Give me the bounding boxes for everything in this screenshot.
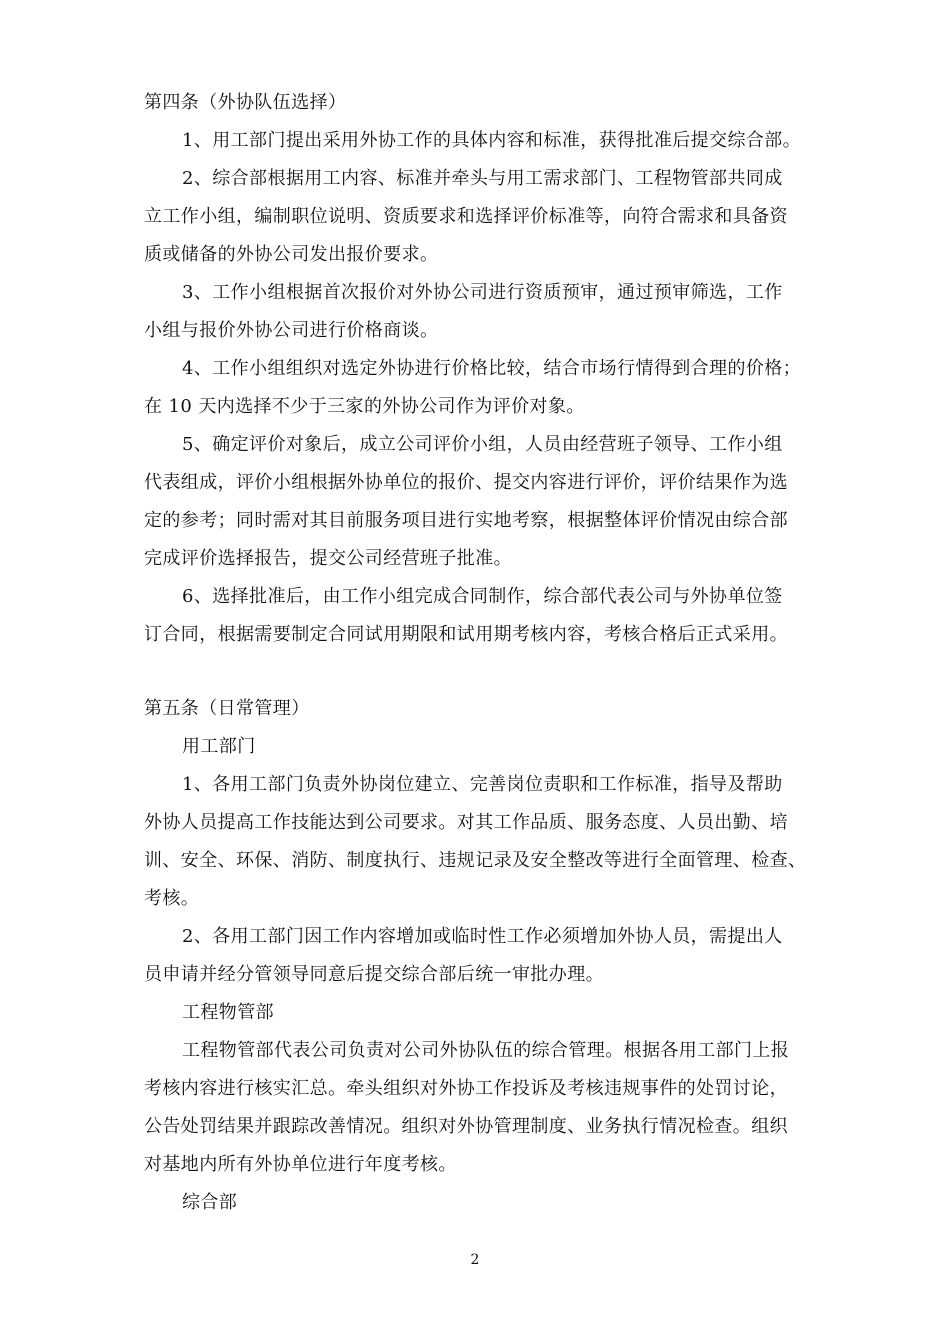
section5-heading: 第五条（日常管理） xyxy=(144,698,310,719)
section4-item5-line2: 代表组成，评价小组根据外协单位的报价、提交内容进行评价，评价结果作为选 xyxy=(144,472,788,493)
engineering-para-line1: 工程物管部代表公司负责对公司外协队伍的综合管理。根据各用工部门上报 xyxy=(182,1040,790,1061)
section5-item1-line1: 1、各用工部门负责外协岗位建立、完善岗位责职和工作标准，指导及帮助 xyxy=(182,774,783,795)
section4-heading: 第四条（外协队伍选择） xyxy=(144,92,347,113)
section4-item6-line1: 6、选择批准后，由工作小组完成合同制作，综合部代表公司与外协单位签 xyxy=(182,586,783,607)
section-spacer xyxy=(144,654,808,690)
section5-item1-line3: 训、安全、环保、消防、制度执行、违规记录及安全整改等进行全面管理、检查、 xyxy=(144,850,807,871)
section4-item2-line2: 立工作小组，编制职位说明、资质要求和选择评价标准等，向符合需求和具备资 xyxy=(144,206,788,227)
section5-item2-line2: 员申请并经分管领导同意后提交综合部后统一审批办理。 xyxy=(144,964,604,985)
section4-item1-line1: 1、用工部门提出采用外协工作的具体内容和标准，获得批准后提交综合部。 xyxy=(182,130,802,151)
section5-item2-line1: 2、各用工部门因工作内容增加或临时性工作必须增加外协人员，需提出人 xyxy=(182,926,783,947)
section4-item2-line3: 质或储备的外协公司发出报价要求。 xyxy=(144,244,439,265)
section4-item3-line1: 3、工作小组根据首次报价对外协公司进行资质预审，通过预审筛选，工作 xyxy=(182,282,783,303)
page-number: 2 xyxy=(470,1252,480,1268)
document-page xyxy=(144,84,808,1222)
section4-item5-line4: 完成评价选择报告，提交公司经营班子批准。 xyxy=(144,548,512,569)
section4-item4-line2: 在 10 天内选择不少于三家的外协公司作为评价对象。 xyxy=(144,396,585,417)
engineering-para-line4: 对基地内所有外协单位进行年度考核。 xyxy=(144,1154,457,1175)
section5-item1-line2: 外协人员提高工作技能达到公司要求。对其工作品质、服务态度、人员出勤、培 xyxy=(144,812,788,833)
engineering-para-line2: 考核内容进行核实汇总。牵头组织对外协工作投诉及考核违规事件的处罚讨论， xyxy=(144,1078,788,1099)
section4-item6-line2: 订合同，根据需要制定合同试用期限和试用期考核内容，考核合格后正式采用。 xyxy=(144,624,788,645)
engineering-para-line3: 公告处罚结果并跟踪改善情况。组织对外协管理制度、业务执行情况检查。组织 xyxy=(144,1116,788,1137)
section4-item4-line1: 4、工作小组组织对选定外协进行价格比较，结合市场行情得到合理的价格； xyxy=(182,358,802,379)
section4-item5-line3: 定的参考；同时需对其目前服务项目进行实地考察，根据整体评价情况由综合部 xyxy=(144,510,788,531)
section4-item5-line1: 5、确定评价对象后，成立公司评价小组，人员由经营班子领导、工作小组 xyxy=(182,434,783,455)
dept-title-engineering: 工程物管部 xyxy=(182,1002,274,1023)
section4-item3-line2: 小组与报价外协公司进行价格商谈。 xyxy=(144,320,439,341)
section5-item1-line4: 考核。 xyxy=(144,888,200,909)
dept-title-general: 综合部 xyxy=(182,1192,238,1213)
dept-title-employing: 用工部门 xyxy=(182,736,256,757)
section4-item2-line1: 2、综合部根据用工内容、标准并牵头与用工需求部门、工程物管部共同成 xyxy=(182,168,783,189)
